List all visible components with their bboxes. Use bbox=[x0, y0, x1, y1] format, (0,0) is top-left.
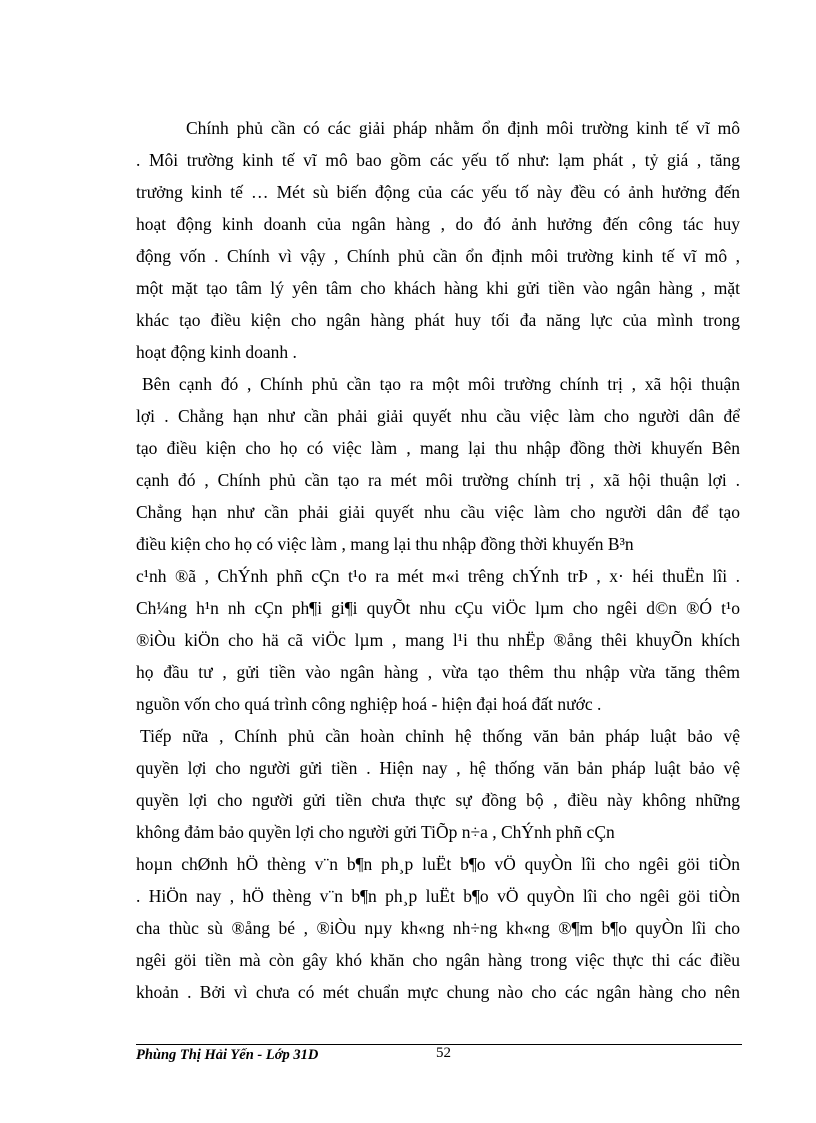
text-line: quyền lợi cho người gửi tiền chưa thực sự đồng bộ , điều này không những bbox=[136, 790, 740, 810]
text-line: hoµn chØnh hÖ thèng v¨n b¶n ph¸p luËt b¶o vÖ quyÒn lîi cho ngêi göi tiÒn bbox=[136, 854, 740, 874]
text-line: cha thùc sù ®ång bé , ®iÒu nµy kh«ng nh÷ng kh«ng ®¶m b¶o quyÒn lîi cho bbox=[136, 918, 740, 938]
text-line: Bên cạnh đó , Chính phủ cần tạo ra một môi trường chính trị , xã hội thuận bbox=[142, 374, 740, 394]
text-line: Tiếp nữa , Chính phủ cần hoàn chỉnh hệ thống văn bản pháp luật bảo vệ bbox=[140, 726, 740, 746]
text-line: trưởng kinh tế … Mét sù biến động của các yếu tố này đều có ảnh hưởng đến bbox=[136, 182, 740, 202]
text-line: ngêi göi tiền mà còn gây khó khăn cho ngân hàng trong việc thực thi các điều bbox=[136, 950, 740, 970]
text-line: tạo điều kiện cho họ có việc làm , mang lại thu nhập đồng thời khuyến Bên bbox=[136, 438, 740, 458]
text-line: . HiÖn nay , hÖ thèng v¨n b¶n ph¸p luËt b¶o vÖ quyÒn lîi cho ngêi göi tiÒn bbox=[136, 886, 740, 906]
page-number: 52 bbox=[436, 1045, 451, 1061]
text-line: động vốn . Chính vì vậy , Chính phủ cần ổn định môi trường kinh tế vĩ mô , bbox=[136, 246, 740, 266]
text-line: Chẳng hạn như cần phải giải quyết nhu cầu việc làm cho người dân để tạo bbox=[136, 502, 740, 522]
text-line: khoản . Bởi vì chưa có mét chuẩn mực chung nào cho các ngân hàng cho nên bbox=[136, 982, 740, 1002]
text-line: một mặt tạo tâm lý yên tâm cho khách hàng khi gửi tiền vào ngân hàng , mặt bbox=[136, 278, 740, 298]
text-line: hoạt động kinh doanh . bbox=[136, 342, 297, 362]
text-line: điều kiện cho họ có việc làm , mang lại thu nhập đồng thời khuyến B³n bbox=[136, 534, 634, 554]
text-line: khác tạo điều kiện cho ngân hàng phát huy tối đa năng lực của mình trong bbox=[136, 310, 740, 330]
text-line: nguồn vốn cho quá trình công nghiệp hoá - hiện đại hoá đất nước . bbox=[136, 694, 602, 714]
text-line: Chính phủ cần có các giải pháp nhằm ổn định môi trường kinh tế vĩ mô bbox=[186, 118, 740, 138]
text-line: quyền lợi cho người gửi tiền . Hiện nay , hệ thống văn bản pháp luật bảo vệ bbox=[136, 758, 740, 778]
text-line: ®iÒu kiÖn cho hä cã viÖc lµm , mang l¹i thu nhËp ®ång thêi khuyÕn khích bbox=[136, 630, 740, 650]
text-line: họ đầu tư , gửi tiền vào ngân hàng , vừa tạo thêm thu nhập vừa tăng thêm bbox=[136, 662, 740, 682]
footer-author: Phùng Thị Hải Yến - Lớp 31D bbox=[136, 1047, 319, 1063]
text-line: không đảm bảo quyền lợi cho người gửi TiÕp n÷a , ChÝnh phñ cÇn bbox=[136, 822, 615, 842]
text-line: c¹nh ®ã , ChÝnh phñ cÇn t¹o ra mét m«i trêng chÝnh trÞ , x· héi thuËn lîi . bbox=[136, 566, 740, 586]
text-line: lợi . Chẳng hạn như cần phải giải quyết nhu cầu việc làm cho người dân để bbox=[136, 406, 740, 426]
text-line: hoạt động kinh doanh của ngân hàng , do đó ảnh hưởng đến công tác huy bbox=[136, 214, 740, 234]
text-line: Ch¼ng h¹n nh cÇn ph¶i gi¶i quyÕt nhu cÇu viÖc lµm cho ngêi d©n ®Ó t¹o bbox=[136, 598, 740, 618]
text-line: cạnh đó , Chính phủ cần tạo ra mét môi trường chính trị , xã hội thuận lợi . bbox=[136, 470, 740, 490]
text-line: . Môi trường kinh tế vĩ mô bao gồm các yếu tố như: lạm phát , tỷ giá , tăng bbox=[136, 150, 740, 170]
